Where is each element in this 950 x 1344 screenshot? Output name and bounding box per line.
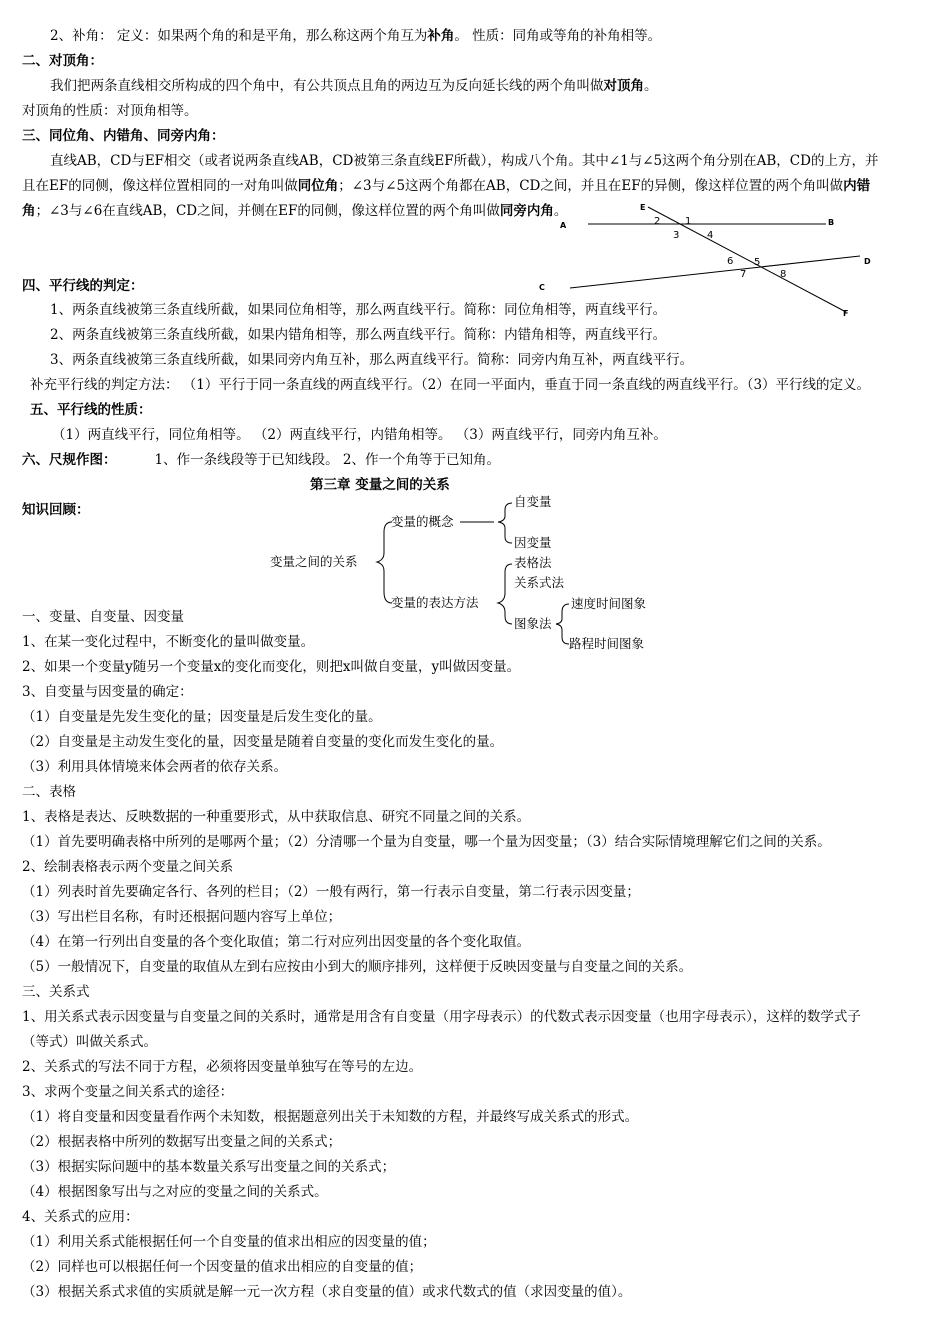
- mindmap-graph-brace: [556, 604, 569, 644]
- text-line: 3、自变量与因变量的确定：: [22, 684, 193, 700]
- mindmap-root: 变量之间的关系: [270, 554, 358, 569]
- knowledge-review-heading: 知识回顾：: [22, 502, 90, 518]
- text-line: （3）根据关系式求值的实质就是解一元一次方程（求自变量的值）或求代数式的值（求因变量的值）。: [22, 1284, 632, 1300]
- parallel-criterion-3: 3、两条直线被第三条直线所截，如果同旁内角互补，那么两直线平行。简称：同旁内角互补，两直线平行。: [50, 352, 694, 368]
- text-line: （4）根据图象写出与之对应的变量之间的关系式。: [22, 1184, 328, 1200]
- angle-7-label: 7: [740, 269, 747, 280]
- angle-types-text-2: 且在EF的同侧，像这样位置相同的一对角叫做同位角；∠3与∠5这两个角都在AB，CD之间，并且在EF的异侧，像这样位置的两个角叫做内错: [22, 178, 871, 194]
- text-line: （3）根据实际问题中的基本数量关系写出变量之间的关系式；: [22, 1159, 396, 1175]
- text-line: 2、如果一个变量y随另一个变量x的变化而变化，则把x叫做自变量，y叫做因变量。: [22, 659, 521, 675]
- supplementary-angle-line: 2、补角： 定义：如果两个角的和是平角，那么称这两个角互为补角。 性质：同角或等角的补角相等。: [50, 28, 662, 44]
- angle-1-label: 1: [685, 216, 692, 227]
- point-f-label: F: [843, 309, 849, 318]
- angle-6-label: 6: [727, 256, 734, 267]
- angle-3-label: 3: [673, 230, 680, 241]
- vertical-angle-definition: 我们把两条直线相交所构成的四个角中，有公共顶点且角的两边互为反向延长线的两个角叫做对顶角。: [50, 78, 658, 94]
- text-line: 1、在某一变化过程中，不断变化的量叫做变量。: [22, 634, 315, 650]
- mindmap-concept: 变量的概念: [391, 514, 454, 529]
- mindmap-dependent: 因变量: [514, 535, 552, 550]
- text-line: （1）将自变量和因变量看作两个未知数，根据题意列出关于未知数的方程，并最终写成关系式的形式。: [22, 1109, 639, 1125]
- angle-types-text-3: 角；∠3与∠6在直线AB，CD之间，并侧在EF的同侧，像这样位置的两个角叫做同旁内角。: [22, 203, 568, 219]
- section-heading-angle-types: 三、同位角、内错角、同旁内角：: [22, 128, 225, 144]
- mindmap-methods-brace: [498, 564, 512, 624]
- mindmap-independent: 自变量: [514, 494, 552, 509]
- vertical-angle-property: 对顶角的性质：对顶角相等。: [22, 103, 198, 119]
- text-line: 2、关系式的写法不同于方程，必须将因变量单独写在等号的左边。: [22, 1059, 423, 1075]
- point-a-label: A: [560, 221, 567, 230]
- text-line: （1）利用关系式能根据任何一个自变量的值求出相应的因变量的值；: [22, 1234, 436, 1250]
- mindmap-methods: 变量的表达方法: [391, 595, 479, 610]
- point-b-label: B: [828, 218, 835, 227]
- parallel-criterion-1: 1、两条直线被第三条直线所截，如果同位角相等，那么两直线平行。简称：同位角相等，两直线平行。: [50, 302, 667, 318]
- text-line: 1、表格是表达、反映数据的一种重要形式，从中获取信息、研究不同量之间的关系。: [22, 809, 531, 825]
- mindmap-formula: 关系式法: [514, 575, 565, 590]
- chapter-title: 第三章 变量之间的关系: [310, 477, 450, 493]
- text-line: 2、绘制表格表示两个变量之间关系: [22, 859, 234, 875]
- angle-types-text-1: 直线AB，CD与EF相交（或者说两条直线AB，CD被第三条直线EF所截），构成八个角。其中∠1与∠5这两个角分别在AB，CD的上方，并: [50, 153, 879, 169]
- mindmap-speed-time: 速度时间图象: [571, 596, 647, 611]
- text-line: 4、关系式的应用：: [22, 1209, 139, 1225]
- ruler-compass-line: 六、尺规作图： 1、作一条线段等于已知线段。 2、作一个角等于已知角。: [22, 452, 500, 468]
- mindmap-table: 表格法: [514, 555, 552, 570]
- mindmap-concept-brace: [498, 503, 512, 543]
- text-line: （1）首先要明确表格中所列的是哪两个量；（2）分清哪一个量为自变量，哪一个量为因变量；（3）结合实际情境理解它们之间的关系。: [22, 834, 831, 850]
- point-d-label: D: [864, 257, 871, 266]
- angle-4-label: 4: [707, 230, 714, 241]
- text-line: （3）利用具体情境来体会两者的依存关系。: [22, 759, 288, 775]
- text-line: （等式）叫做关系式。: [22, 1034, 157, 1050]
- text-line: 二、表格: [22, 784, 76, 800]
- text-line: 3、求两个变量之间关系式的途径：: [22, 1084, 234, 1100]
- text-line: （2）同样也可以根据任何一个因变量的值求出相应的自变量的值；: [22, 1259, 423, 1275]
- text-line: 三、关系式: [22, 984, 90, 1000]
- section-heading-vertical-angles: 二、对顶角：: [22, 53, 103, 69]
- mindmap-root-brace: [377, 522, 392, 603]
- line-cd: [570, 256, 860, 288]
- text-line: （5）一般情况下，自变量的取值从左到右应按由小到大的顺序排列，这样便于反映因变量与自变量之间的关系。: [22, 959, 693, 975]
- text-line: （2）自变量是主动发生变化的量，因变量是随着自变量的变化而发生变化的量。: [22, 734, 504, 750]
- angle-8-label: 8: [780, 269, 787, 280]
- point-e-label: E: [640, 203, 646, 212]
- text-line: （4）在第一行列出自变量的各个变化取值；第二行对应列出因变量的各个变化取值。: [22, 934, 531, 950]
- mindmap-graph: 图象法: [514, 616, 552, 631]
- mindmap-distance-time: 路程时间图象: [569, 636, 645, 651]
- angle-2-label: 2: [654, 216, 661, 227]
- text-line: （1）自变量是先发生变化的量；因变量是后发生变化的量。: [22, 709, 382, 725]
- point-c-label: C: [539, 283, 545, 292]
- line-ef: [648, 207, 846, 312]
- text-line: 1、用关系式表示因变量与自变量之间的关系时，通常是用含有自变量（用字母表示）的代数式表示因变量（也用字母表示），这样的数学式子: [22, 1009, 861, 1025]
- parallel-criteria-supplement: 补充平行线的判定方法： （1）平行于同一条直线的两直线平行。（2）在同一平面内，垂直于同一条直线的两直线平行。（3）平行线的定义。: [30, 377, 871, 393]
- text-line: （2）根据表格中所列的数据写出变量之间的关系式；: [22, 1134, 342, 1150]
- text-line: （1）列表时首先要确定各行、各列的栏目；（2）一般有两行，第一行表示自变量，第二行表示因变量；: [22, 884, 640, 900]
- parallel-properties: （1）两直线平行，同位角相等。 （2）两直线平行，内错角相等。 （3）两直线平行，同旁内角互补。: [52, 427, 667, 443]
- angle-5-label: 5: [754, 257, 761, 268]
- text-line: 一、变量、自变量、因变量: [22, 609, 184, 625]
- section-heading-parallel-criteria: 四、平行线的判定：: [22, 278, 144, 294]
- text-line: （3）写出栏目名称，有时还根据问题内容写上单位；: [22, 909, 342, 925]
- section-heading-parallel-properties: 五、平行线的性质：: [30, 402, 152, 418]
- parallel-criterion-2: 2、两条直线被第三条直线所截，如果内错角相等，那么两直线平行。简称：内错角相等，两直线平行。: [50, 327, 667, 343]
